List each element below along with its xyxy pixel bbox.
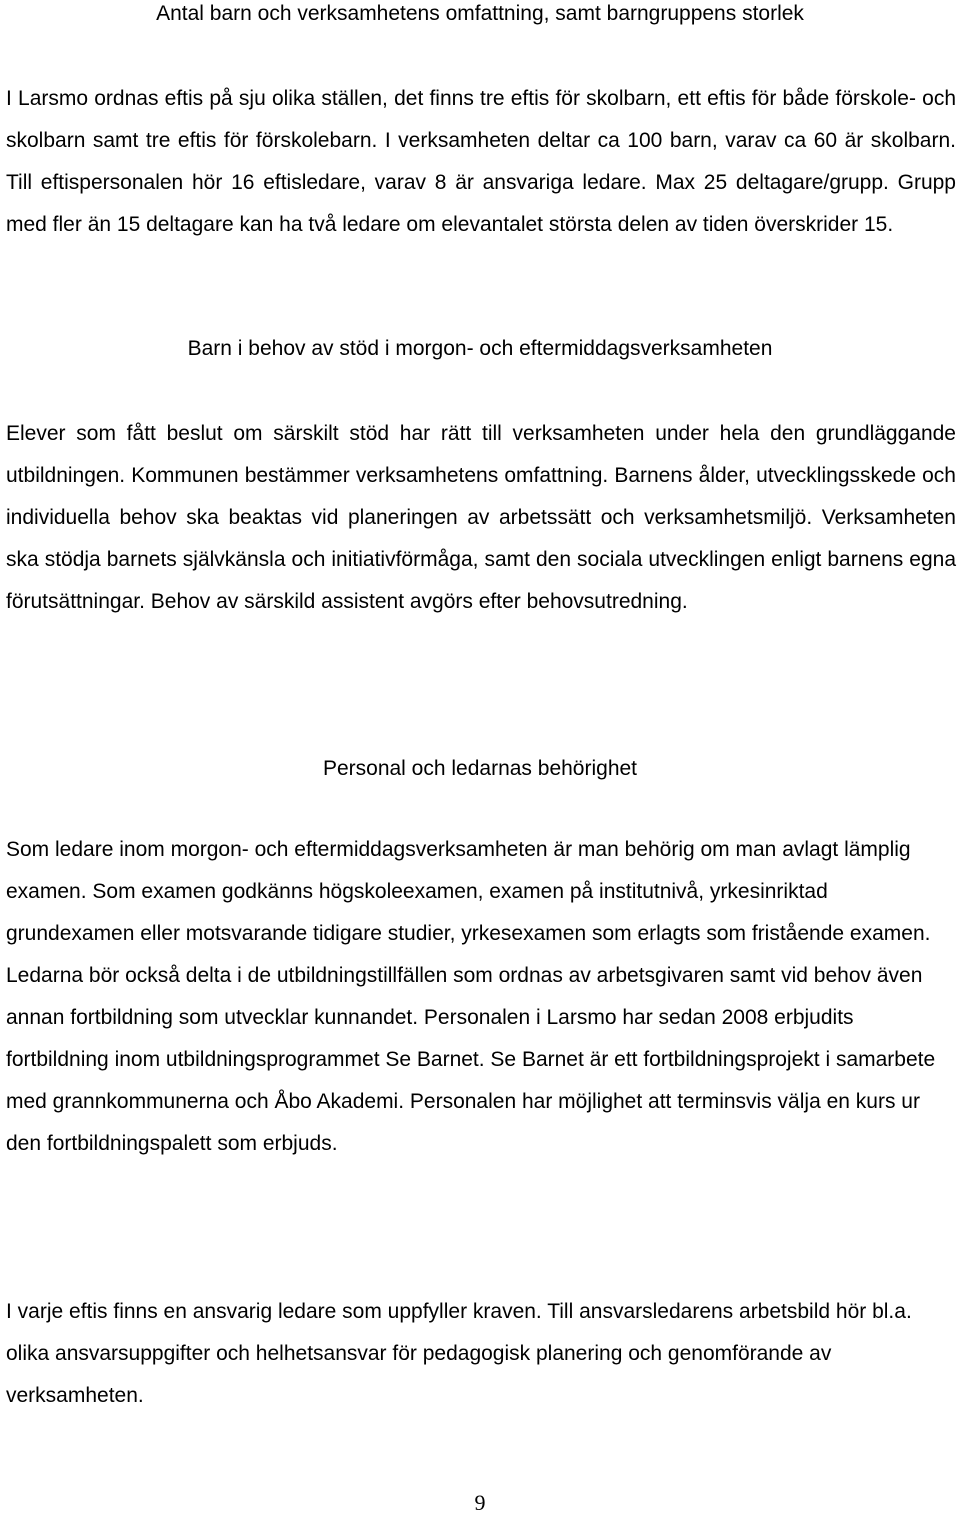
section-heading-barn-i-behov-av-stod: Barn i behov av stöd i morgon- och eftermiddagsverksamheten [187,337,773,360]
paragraph-personal-behorighet: Som ledare inom morgon- och eftermiddagsverksamheten är man behörig om man avlagt lämplig examen. Som examen godkänns högskoleexamen, examen på institutnivå, yrkesinriktad grundexamen eller motsvarande tidigare studier, yrkesexamen som erlagts som fristående examen. Ledarna bör också delta i de utbildningstillfällen som ordnas av arbetsgivaren samt vid behov även annan fortbildning som utvecklar kunnandet. Personalen i Larsmo har sedan 2008 erbjudits fortbildning inom utbildningsprogrammet Se Barnet. Se Barnet är ett fortbildningsprojekt i samarbete med grannkommunerna och Åbo Akademi. Personalen har möjlighet att terminsvis välja en kurs ur den fortbildningspalett som erbjuds. [6,838,936,1155]
paragraph-ansvarig-ledare: I varje eftis finns en ansvarig ledare som uppfyller kraven. Till ansvarsledarens arbetsbild hör bl.a. olika ansvarsuppgifter och helhetsansvar för pedagogisk planering och genomförande av verksamheten. [6,1300,912,1407]
section-heading-personal-behorighet: Personal och ledarnas behörighet [322,757,638,780]
page-number: 9 [474,1490,486,1515]
section-heading-antal-barn: Antal barn och verksamhetens omfattning, samt barngruppens storlek [156,2,804,25]
paragraph-barn-i-behov-av-stod: Elever som fått beslut om särskilt stöd har rätt till verksamheten under hela den grundläggande utbildningen. Kommunen bestämmer verksamhetens omfattning. Barnens ålder, utvecklingsskede och individuella behov ska beaktas vid planeringen av arbetssätt och verksamhetsmiljö. Verksamheten ska stödja barnets självkänsla och initiativförmåga, samt den sociala utvecklingen enligt barnens egna förutsättningar. Behov av särskild assistent avgörs efter behovsutredning. [6,422,956,613]
paragraph-antal-barn: I Larsmo ordnas eftis på sju olika ställen, det finns tre eftis för skolbarn, ett eftis för både förskole- och skolbarn samt tre eftis för förskolebarn. I verksamheten deltar ca 100 barn, varav ca 60 är skolbarn. Till eftispersonalen hör 16 eftisledare, varav 8 är ansvariga ledare. Max 25 deltagare/grupp. Grupp med fler än 15 deltagare kan ha två ledare om elevantalet största delen av tiden överskrider 15. [6,87,956,236]
